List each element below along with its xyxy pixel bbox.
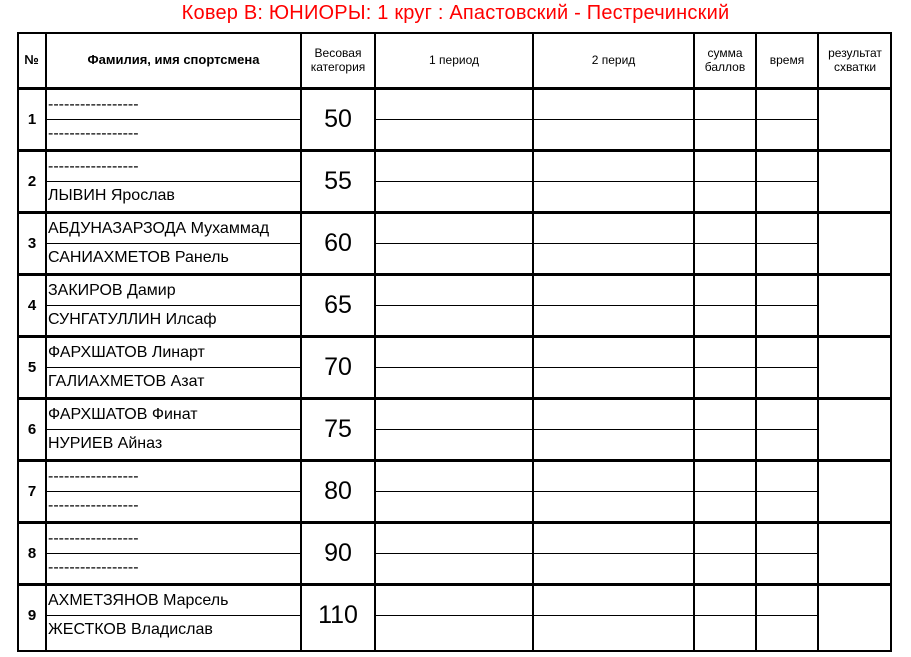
weight-category-value: 90	[324, 538, 352, 567]
row-number: 2	[27, 172, 37, 190]
athlete-name-1: ЗАКИРОВ Дамир	[48, 282, 176, 299]
athlete-name-2: -----------------	[48, 497, 139, 514]
bout-sheet-table	[17, 32, 892, 652]
athlete-name-2: ЛЫВИН Ярослав	[48, 187, 175, 204]
row-number: 5	[27, 358, 37, 376]
row-number: 4	[27, 296, 37, 314]
table-row	[17, 274, 892, 336]
table-row	[17, 460, 892, 522]
weight-category-value: 75	[324, 414, 352, 443]
row-number: 9	[27, 606, 37, 624]
athlete-name-2: -----------------	[48, 559, 139, 576]
athlete-name-1: -----------------	[48, 96, 139, 113]
header-weight-category: Весовая категория	[310, 46, 366, 74]
row-number: 1	[27, 110, 37, 128]
header-points-sum: сумма баллов	[704, 46, 746, 74]
header-period-2: 2 перид	[591, 53, 636, 67]
row-number: 3	[27, 234, 37, 252]
weight-category-value: 50	[324, 104, 352, 133]
athlete-name-1: АБДУНАЗАРЗОДА Мухаммад	[48, 220, 270, 237]
athlete-name-2: САНИАХМЕТОВ Ранель	[48, 249, 229, 266]
weight-category-value: 65	[324, 290, 352, 319]
header-number: №	[24, 52, 39, 67]
athlete-name-1: ФАРХШАТОВ Финат	[48, 406, 198, 423]
table-row	[17, 150, 892, 212]
row-number: 7	[27, 482, 37, 500]
athlete-name-2: -----------------	[48, 125, 139, 142]
athlete-name-2: ГАЛИАХМЕТОВ Азат	[48, 373, 205, 390]
athlete-name-1: -----------------	[48, 530, 139, 547]
table-row	[17, 398, 892, 460]
table-row	[17, 88, 892, 150]
table-row	[17, 336, 892, 398]
athlete-name-1: -----------------	[48, 158, 139, 175]
header-time: время	[769, 53, 805, 67]
athlete-name-1: ФАРХШАТОВ Линарт	[48, 344, 205, 361]
athlete-name-2: СУНГАТУЛЛИН Илсаф	[48, 311, 217, 328]
table-row	[17, 522, 892, 584]
header-athlete-name: Фамилия, имя спортсмена	[87, 52, 260, 67]
weight-category-value: 110	[318, 600, 358, 629]
table-row	[17, 212, 892, 274]
row-number: 6	[27, 420, 37, 438]
header-period-1: 1 период	[429, 53, 479, 67]
athlete-name-2: НУРИЕВ Айназ	[48, 435, 163, 452]
table-row	[17, 584, 892, 646]
weight-category-value: 55	[324, 166, 352, 195]
weight-category-value: 60	[324, 228, 352, 257]
page-title: Ковер В: ЮНИОРЫ: 1 круг : Апастовский - Пестречинский	[181, 2, 730, 24]
weight-category-value: 70	[324, 352, 352, 381]
athlete-name-2: ЖЕСТКОВ Владислав	[48, 621, 213, 638]
row-number: 8	[27, 544, 37, 562]
athlete-name-1: АХМЕТЗЯНОВ Марсель	[48, 592, 229, 609]
header-bout-result: результат схватки	[828, 46, 882, 74]
athlete-name-1: -----------------	[48, 468, 139, 485]
weight-category-value: 80	[324, 476, 352, 505]
